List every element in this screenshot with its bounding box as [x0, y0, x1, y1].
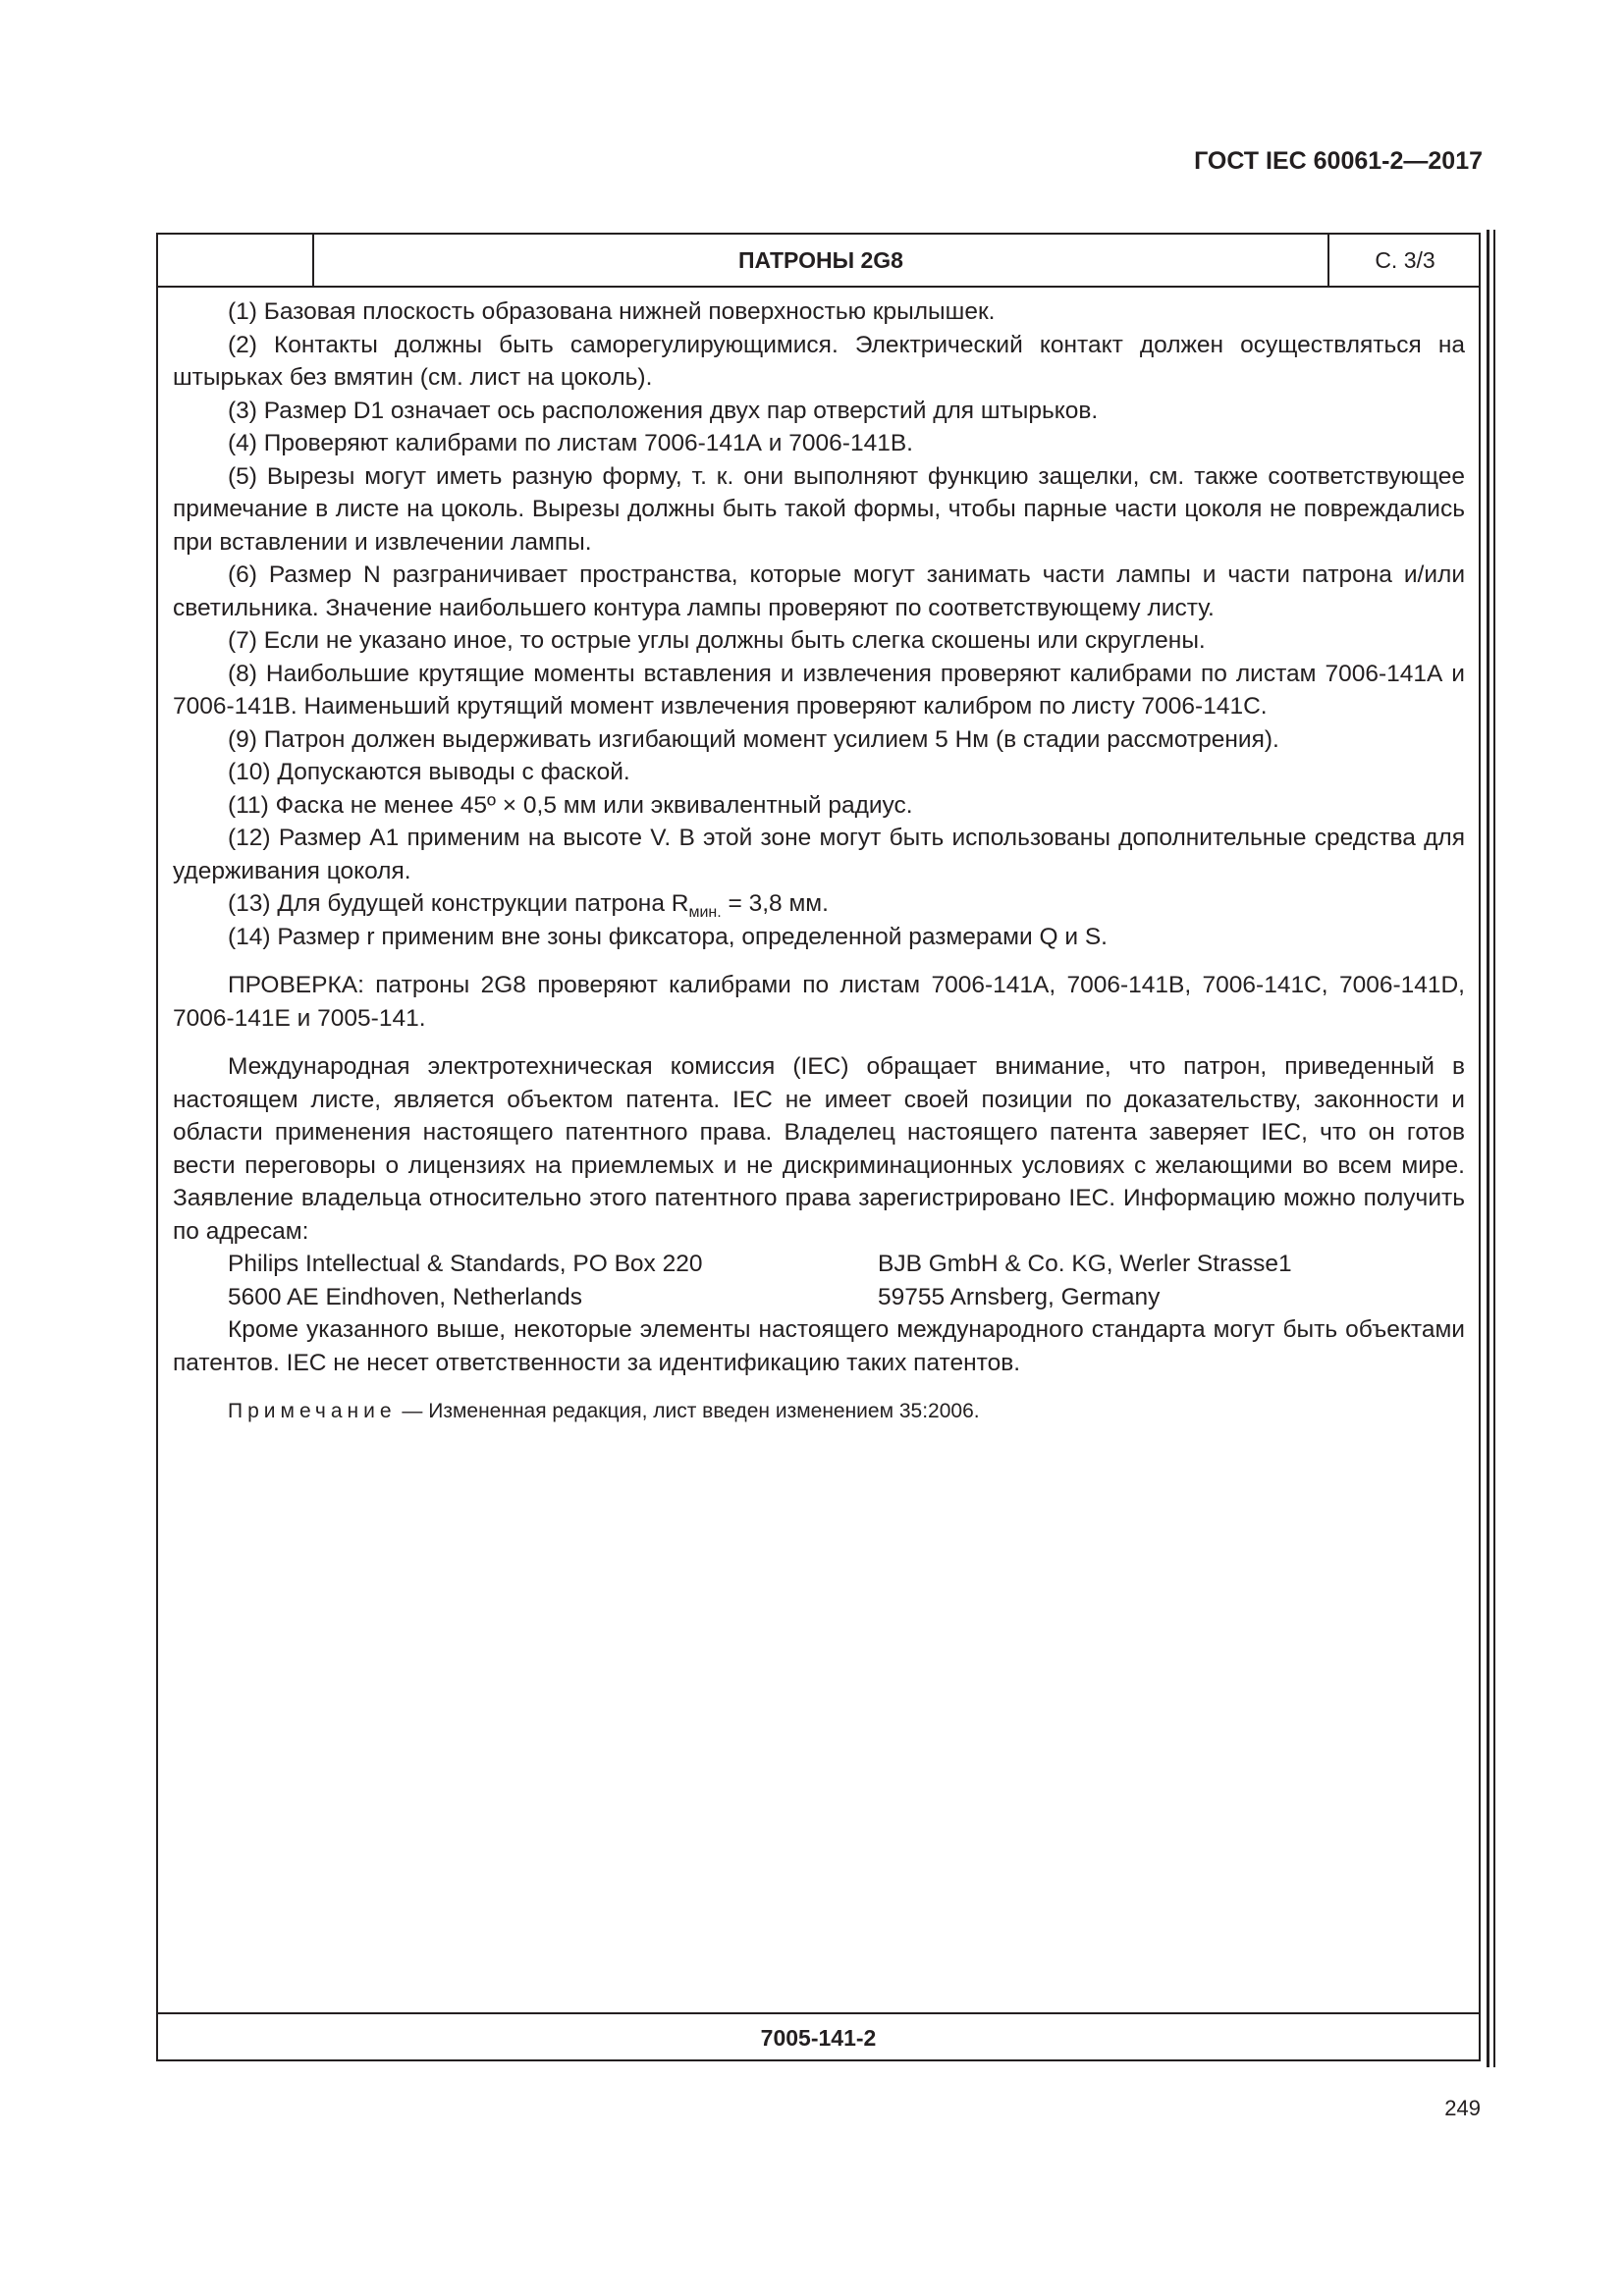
note-label: Примечание — [228, 1400, 397, 1422]
page-number: 249 — [1444, 2096, 1481, 2120]
note-item: (12) Размер А1 применим на высоте V. В этой зоне могут быть использованы дополнительные средства для удерживания цоколя. — [173, 825, 1465, 884]
address-row — [173, 1248, 1465, 1281]
note-item: (8) Наибольшие крутящие моменты вставления и извлечения проверяют калибрами по листам 7006-141А и 7006-141В. Наименьший крутящий момент извлечения проверяют калибром по листу 7006-141С. — [173, 660, 1465, 720]
address-row — [173, 1281, 1465, 1314]
note-item: (4) Проверяют калибрами по листам 7006-141А и 7006-141В. — [228, 430, 913, 456]
note-item: (3) Размер D1 означает ось расположения двух пар отверстий для штырьков. — [228, 397, 1099, 424]
binding-edge-line — [1493, 230, 1495, 2067]
standard-sheet — [156, 233, 1481, 2061]
standard-number: ГОСТ IEC 60061-2—2017 — [1194, 147, 1483, 175]
note-13-value: = 3,8 мм. — [721, 890, 829, 917]
note-item: (14) Размер r применим вне зоны фиксатора, определенной размерами Q и S. — [228, 923, 1108, 950]
note-item: (9) Патрон должен выдерживать изгибающий момент усилием 5 Нм (в стадии рассмотрения). — [228, 725, 1279, 753]
address-bjb: 59755 Arnsberg, Germany — [878, 1283, 1161, 1310]
note-item: (6) Размер N разграничивает пространства, которые могут занимать части лампы и части патрона и/или светильника. Значение наибольшего контура лампы проверяют по соответствующему листу. — [173, 561, 1465, 621]
amendment-note — [173, 1395, 1465, 1428]
note-13-text: (13) Для будущей конструкции патрона R — [228, 890, 689, 917]
patent-paragraph: Международная электротехническая комиссия (IEC) обращает внимание, что патрон, приведенный в настоящем листе, является объектом патента. IEC не имеет своей позиции по доказательству, законности и области применения настоящего патентного права. Владелец настоящего патента заверяет IEC, что он готов вести переговоры о лицензиях на приемлемых и не дискриминационных условиях с желающими во всем мире. Заявление владельца относительно этого патентного права зарегистрировано IEC. Информацию можно получить по адресам: — [173, 1053, 1465, 1245]
note-item: (1) Базовая плоскость образована нижней поверхностью крылышек. — [228, 298, 996, 325]
sheet-title: ПАТРОНЫ 2G8 — [738, 247, 903, 273]
note-item: (11) Фаска не менее 45º × 0,5 мм или эквивалентный радиус. — [228, 791, 913, 819]
sheet-page-indicator: С. 3/3 — [1327, 235, 1481, 286]
sheet-content — [173, 295, 1465, 1428]
note-item-13 — [173, 887, 1465, 921]
header-empty-cell — [158, 235, 314, 286]
address-bjb: BJB GmbH & Co. KG, Werler Strasse1 — [878, 1251, 1292, 1277]
note-item: (10) Допускаются выводы с фаской. — [228, 759, 630, 785]
check-paragraph: ПРОВЕРКА: патроны 2G8 проверяют калибрами по листам 7006-141А, 7006-141В, 7006-141С, 7006-141D, 7006-141Е и 7005-141. — [173, 972, 1465, 1032]
address-philips: Philips Intellectual & Standards, PO Box 220 — [228, 1251, 703, 1277]
sheet-code: 7005-141-2 — [760, 2025, 877, 2051]
note-item: (2) Контакты должны быть саморегулирующимися. Электрический контакт должен осуществляться на штырьках без вмятин (см. лист на цоколь). — [173, 331, 1465, 391]
note-text: — Измененная редакция, лист введен изменением 35:2006. — [396, 1400, 980, 1422]
note-item: (5) Вырезы могут иметь разную форму, т. к. они выполняют функцию защелки, см. также соответствующее примечание в листе на цоколь. Вырезы должны быть такой формы, чтобы парные части цоколя не повреждались при вставлении и извлечении лампы. — [173, 462, 1465, 556]
address-philips: 5600 AE Eindhoven, Netherlands — [228, 1283, 582, 1310]
patent-disclaimer: Кроме указанного выше, некоторые элементы настоящего международного стандарта могут быть объектами патентов. IEC не несет ответственности за идентификацию таких патентов. — [173, 1316, 1465, 1376]
note-13-subscript: мин. — [688, 903, 722, 921]
note-item: (7) Если не указано иное, то острые углы должны быть слегка скошены или скруглены. — [228, 627, 1206, 654]
binding-edge-line — [1487, 230, 1489, 2067]
sheet-header — [158, 235, 1479, 288]
